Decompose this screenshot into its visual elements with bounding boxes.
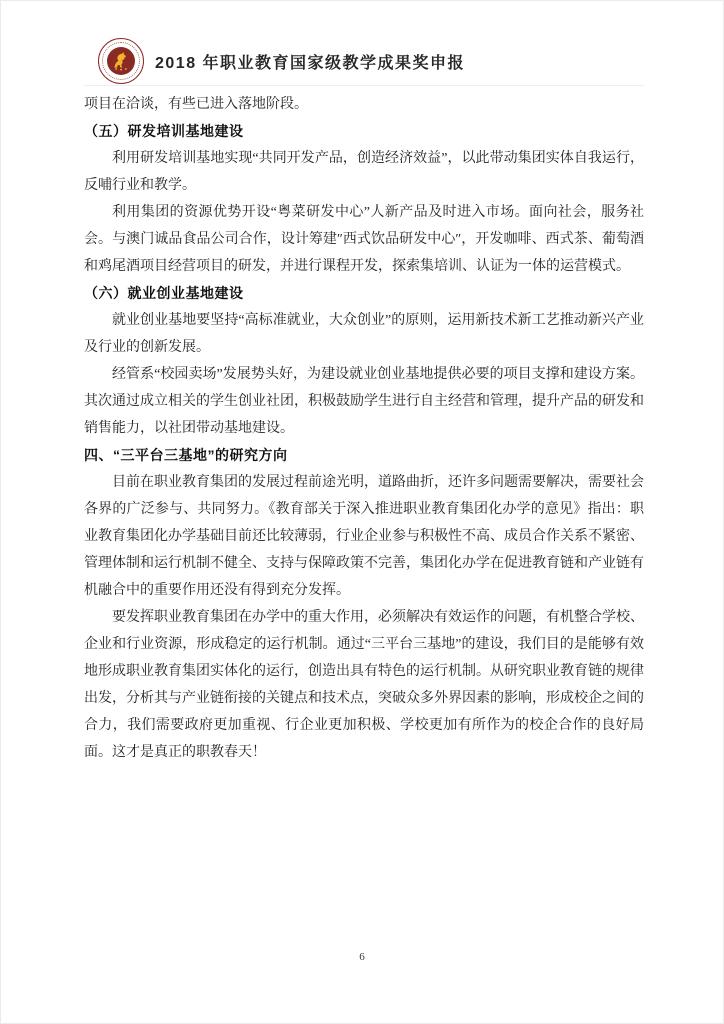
- document-body: [84, 91, 644, 766]
- seal-text-ring: [102, 42, 140, 80]
- body-paragraph: 利用集团的资源优势开设“粤菜研发中心”人新产品及时进入市场。面向社会，服务社会。与澳门诚品食品公司合作，设计筹建″西式饮品研发中心″，开发咖啡、西式茶、葡萄酒和鸡尾酒项目经营项目的研发，并进行课程开发，探索集培训、认证为一体的运营模式。: [84, 205, 644, 274]
- body-paragraph: 就业创业基地要坚持“高标准就业，大众创业”的原则，运用新技术新工艺推动新兴产业及行业的创新发展。: [84, 313, 644, 355]
- body-paragraph: 利用研发培训基地实现“共同开发产品，创造经济效益”，以此带动集团实体自我运行，反哺行业和教学。: [84, 151, 644, 193]
- body-paragraph: 项目在洽谈，有些已进入落地阶段。: [84, 97, 308, 112]
- page-number: 6: [359, 951, 365, 963]
- school-seal-logo: [98, 38, 144, 84]
- page-header: [98, 38, 465, 84]
- body-paragraph: 要发挥职业教育集团在办学中的重大作用，必须解决有效运作的问题，有机整合学校、企业和行业资源，形成稳定的运行机制。通过“三平台三基地”的建设，我们目的是能够有效地形成职业教育集团实体化的运行，创造出具有特色的运行机制。从研究职业教育链的规律出发，分析其与产业链衔接的关键点和技术点，突破众多外界因素的影响，形成校企之间的合力，我们需要政府更加重视、行企业更加积极、学校更加有所作为的校企合作的良好局面。这才是真正的职教春天！: [84, 610, 644, 760]
- section-heading: （六）就业创业基地建设: [84, 285, 244, 301]
- horse-icon: [111, 51, 131, 71]
- page-footer: [1, 947, 723, 965]
- page-title: 2018 年职业教育国家级教学成果奖申报: [155, 54, 466, 72]
- seal-disc: [107, 47, 135, 75]
- body-paragraph: 目前在职业教育集团的发展过程前途光明，道路曲折，还许多问题需要解决，需要社会各界的广泛参与、共同努力。《教育部关于深入推进职业教育集团化办学的意见》指出：职业教育集团化办学基础目前还比较薄弱，行业企业参与积极性不高、成员合作关系不紧密、管理体制和运行机制不健全、支持与保障政策不完善，集团化办学在促进教育链和产业链有机融合中的重要作用还没有得到充分发挥。: [84, 475, 644, 598]
- body-paragraph: 经管系“校园卖场”发展势头好，为建设就业创业基地提供必要的项目支撑和建设方案。其次通过成立相关的学生创业社团，积极鼓励学生进行自主经营和管理，提升产品的研发和销售能力，以社团带动基地建设。: [84, 367, 644, 436]
- header-divider: [84, 85, 644, 86]
- section-heading: （五）研发培训基地建设: [84, 123, 244, 139]
- section-heading: 四、“三平台三基地”的研究方向: [84, 447, 288, 463]
